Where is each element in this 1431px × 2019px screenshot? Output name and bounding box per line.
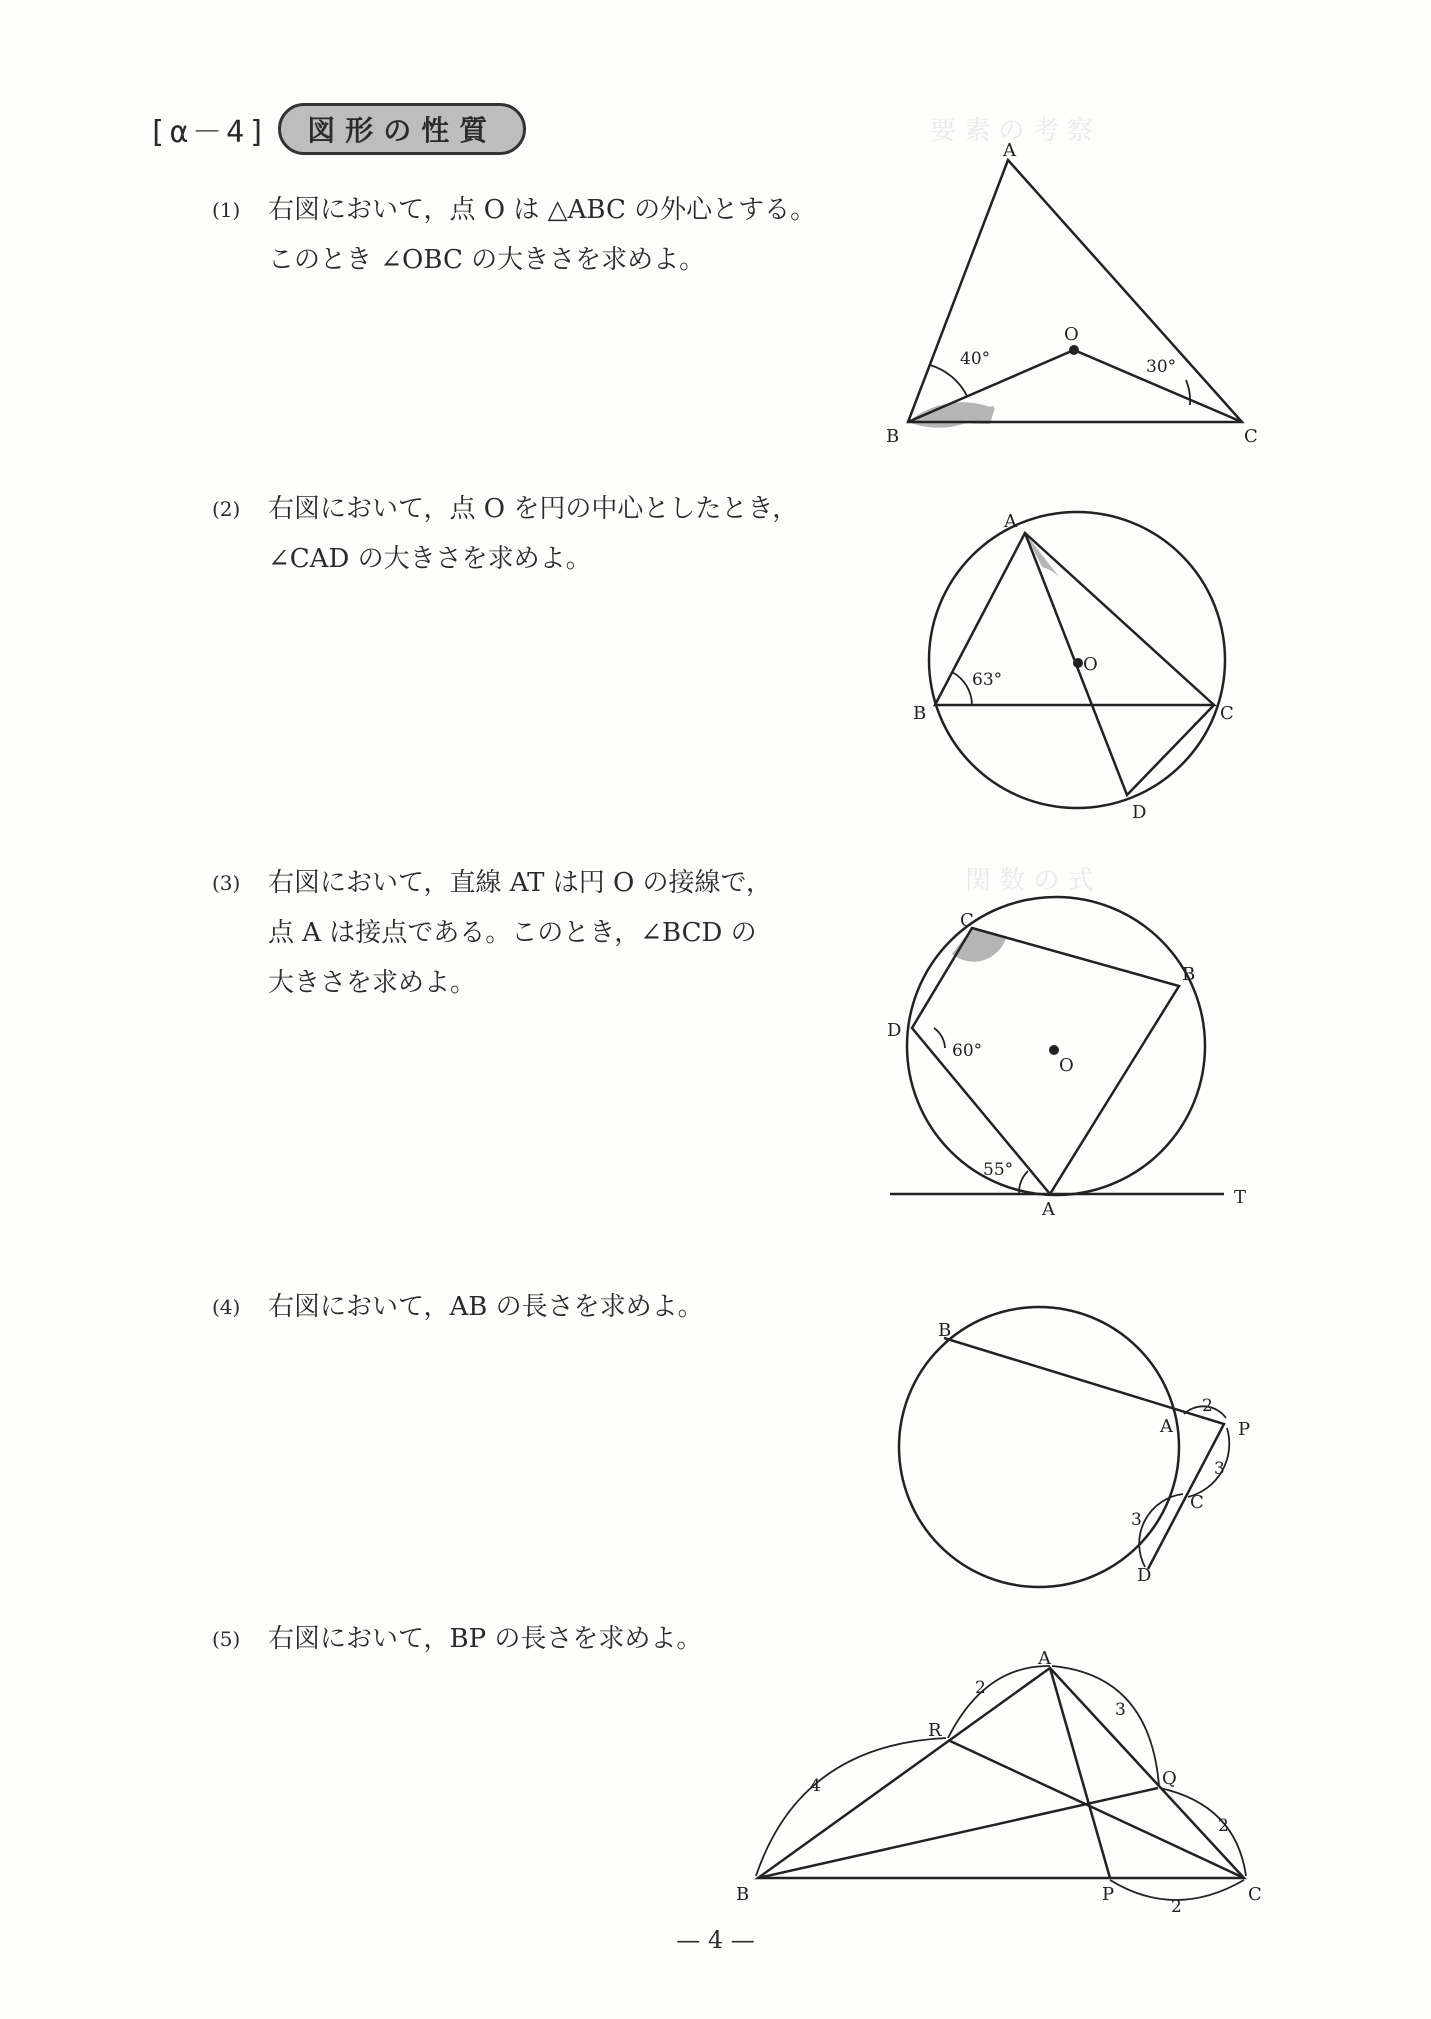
problem-number: (3) <box>212 871 241 895</box>
problem-2 <box>212 484 798 584</box>
point-label: A <box>1003 140 1016 161</box>
point-label: B <box>938 1320 952 1341</box>
point-label: B <box>1182 964 1196 985</box>
angle-label: 30° <box>1146 357 1177 377</box>
point-label: Q <box>1162 1768 1177 1789</box>
point-label: D <box>887 1020 902 1041</box>
point-label: C <box>1220 703 1234 724</box>
length-label: 3 <box>1115 1700 1126 1720</box>
point-label: O <box>1064 324 1079 345</box>
point-label: C <box>960 910 974 931</box>
point-label: C <box>1248 1884 1262 1905</box>
problem-number: (1) <box>212 198 241 222</box>
angle-label: 60° <box>952 1041 983 1061</box>
section-label: [α－4] <box>148 115 271 150</box>
figure-4-secants <box>880 1300 1260 1600</box>
point-label: D <box>1132 802 1147 823</box>
problem-text-line: 大きさを求めよ。 <box>268 968 477 998</box>
problem-number: (5) <box>212 1627 241 1651</box>
problem-4 <box>212 1282 704 1332</box>
point-label: B <box>913 703 927 724</box>
length-label: 2 <box>1218 1816 1229 1836</box>
section-header <box>148 103 526 155</box>
problem-number: (4) <box>212 1295 241 1319</box>
point-label: R <box>928 1720 942 1741</box>
length-label: 2 <box>1171 1897 1182 1917</box>
point-label: O <box>1083 654 1098 675</box>
point-label: A <box>1042 1199 1055 1220</box>
figure-2-circle <box>900 500 1260 840</box>
problem-text-line: このとき ∠OBC の大きさを求めよ。 <box>268 245 706 275</box>
problem-text-line: 右図において，AB の長さを求めよ。 <box>268 1292 704 1322</box>
angle-label: 63° <box>972 670 1003 690</box>
point-label: B <box>886 426 900 447</box>
problem-number: (2) <box>212 497 241 521</box>
figure-1-triangle <box>880 130 1280 460</box>
section-title-badge: 図形の性質 <box>278 103 526 155</box>
length-label: 4 <box>810 1776 821 1796</box>
problem-text-line: 右図において，点 O は △ABC の外心とする。 <box>268 195 817 225</box>
angle-label: 55° <box>983 1160 1014 1180</box>
problem-text-line: 点 A は接点である。このとき，∠BCD の <box>268 918 757 948</box>
problem-3 <box>212 858 772 1008</box>
point-label: P <box>1102 1884 1115 1905</box>
problem-text-line: 右図において，BP の長さを求めよ。 <box>268 1624 703 1654</box>
point-label: D <box>1137 1565 1152 1586</box>
point-label: O <box>1059 1055 1074 1076</box>
point-label: C <box>1244 426 1258 447</box>
problem-5 <box>212 1614 702 1664</box>
problem-text-line: 右図において，点 O を円の中心としたとき， <box>268 494 799 524</box>
point-label: C <box>1190 1492 1204 1513</box>
point-label: A <box>1004 511 1017 532</box>
point-label: T <box>1234 1187 1247 1208</box>
problem-text-line: ∠CAD の大きさを求めよ。 <box>268 544 592 574</box>
point-label: P <box>1238 1419 1251 1440</box>
problem-1 <box>212 185 816 285</box>
length-label: 2 <box>975 1678 986 1698</box>
length-label: 3 <box>1214 1459 1225 1479</box>
figure-3-circle-tangent <box>880 900 1260 1230</box>
page-number: — 4 — <box>676 1926 755 1954</box>
length-label: 2 <box>1202 1396 1213 1416</box>
length-label: 3 <box>1131 1510 1142 1530</box>
figure-5-cevians <box>720 1640 1280 1920</box>
point-label: A <box>1038 1648 1051 1669</box>
angle-label: 40° <box>960 349 991 369</box>
point-label: B <box>736 1884 750 1905</box>
point-label: A <box>1160 1416 1173 1437</box>
problem-text-line: 右図において，直線 AT は円 O の接線で， <box>268 868 773 898</box>
